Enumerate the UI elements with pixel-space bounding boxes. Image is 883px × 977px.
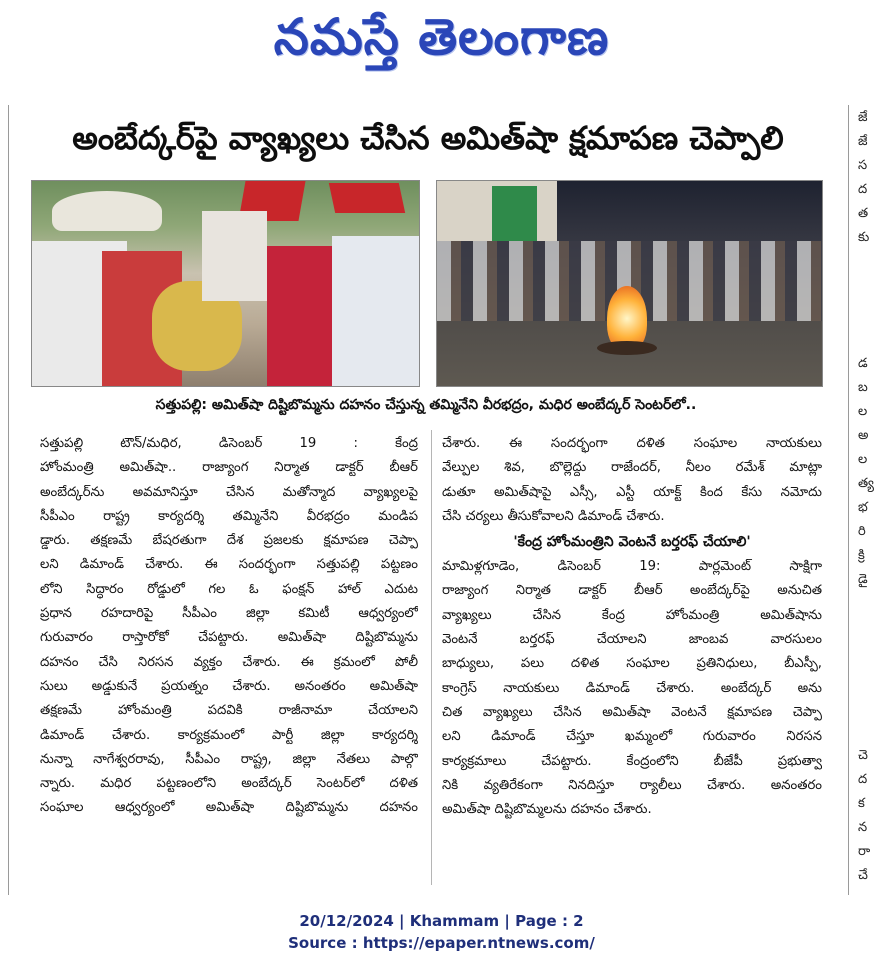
fragment-char: క్రి — [858, 548, 865, 563]
body-line: తక్షణమే హోంమంత్రి పదవికి రాజీనామా చేయాలని — [40, 703, 418, 719]
protest-photo-madhira — [436, 180, 823, 387]
body-line: అమిత్‌షా దిష్టిబొమ్మలను దహనం చేశారు. — [442, 802, 652, 818]
fragment-char: ద — [858, 182, 868, 197]
body-line: బాధ్యులు, పలు దళిత సంఘాల ప్రతినిధులు, బీఎస్పీ, — [442, 656, 822, 672]
body-line: చేసి చర్యలు తీసుకోవాలని డిమాండ్ చేశారు. — [442, 508, 665, 524]
fragment-char: ల — [858, 404, 868, 419]
fragment-char: కు — [858, 230, 870, 245]
fragment-char: క — [858, 796, 865, 811]
article-subheading: 'కేంద్ర హోంమంత్రిని వెంటనే బర్తరఫ్ చేయాలి' — [513, 534, 751, 551]
body-line: చిత వ్యాఖ్యలు చేసిన అమిత్‌షా వెంటనే క్షమాపణ చెప్పా — [442, 704, 822, 720]
fragment-char: డ — [858, 356, 868, 371]
right-border-rule — [848, 105, 849, 895]
fragment-char: చే — [858, 868, 868, 883]
body-line: నున్నా నాగేశ్వరరావు, సీపీఎం రాష్ట్ర, జిల్లా నేతలు పాల్గొ — [40, 751, 418, 767]
column-divider — [431, 430, 432, 885]
fragment-char: త — [858, 206, 869, 221]
fragment-char: డై — [858, 572, 868, 587]
adjacent-article-fragment-middle — [858, 352, 883, 592]
fragment-char: స — [858, 158, 868, 173]
fragment-char: త్య — [858, 476, 875, 491]
body-line: లని డిమాండ్ చేస్తూ ఖమ్మంలో గురువారం నిరసన — [442, 729, 822, 745]
body-line: ప్రధాన రహదారిపై సీపీఎం జిల్లా కమిటీ ఆధ్వర్యంలో — [40, 606, 418, 622]
body-line: కాంగ్రెస్ నాయకులు డిమాండ్ చేశారు. అంబేద్కర్ అను — [442, 680, 822, 696]
left-border-rule — [8, 105, 9, 895]
article-right-column — [442, 432, 822, 822]
body-line: నికి వ్యతిరేకంగా నినదిస్తూ ర్యాలీలు చేశారు. అనంతరం — [442, 777, 822, 793]
body-line: వేల్పుల శివ, బొల్లెద్దు రాజేందర్, నీలం రమేశ్ మాట్లా — [442, 460, 822, 476]
body-line: సంఘాల ఆధ్వర్యంలో అమిత్‌షా దిష్టిబొమ్మను దహనం — [40, 800, 418, 816]
fragment-char: అ — [858, 428, 869, 443]
body-line: లోని సిద్ధారం రోడ్డులో గల ఓ ఫంక్షన్ హాల్ ఎదుట — [40, 581, 418, 597]
body-line: మామిళ్లగూడెం, డిసెంబర్ 19: పార్లమెంట్ సాక్షిగా — [442, 559, 822, 575]
body-line: దహనం చేసి నిరసన వ్యక్తం చేశారు. ఈ క్రమంలో పోలీ — [40, 654, 418, 670]
body-line: రాజ్యాంగ నిర్మాత డాక్టర్ బీఆర్ అంబేద్కర్‌పై అనుచిత — [442, 583, 822, 599]
photo-caption: సత్తుపల్లి: అమిత్‌షా దిష్టిబొమ్మను దహనం చేస్తున్న తమ్మినేని వీరభద్రం, మధిర అంబేద్కర్ సెంటర్‌లో.. — [155, 397, 697, 413]
fragment-char: ల — [858, 452, 868, 467]
body-line: సీపీఎం రాష్ట్ర కార్యదర్శి తమ్మినేని వీరభద్రం మండిప — [40, 508, 418, 524]
fragment-char: బ — [858, 380, 868, 395]
fragment-char: చె — [858, 748, 868, 763]
fragment-char: భ — [858, 500, 868, 515]
protest-photo-sathupalli — [31, 180, 420, 387]
edition-info: 20/12/2024 | Khammam | Page : 2 — [299, 912, 584, 930]
body-line: న్నారు. మధిర పట్టణంలోని అంబేద్కర్ సెంటర్‌లో దళిత — [40, 776, 418, 792]
fragment-char: జే — [858, 110, 868, 125]
article-headline: అంబేద్కర్‌పై వ్యాఖ్యలు చేసిన అమిత్‌షా క్షమాపణ చెప్పాలి — [72, 119, 784, 157]
body-line: సులు అడ్డుకునే ప్రయత్నం చేశారు. అనంతరం అమిత్‌షా — [40, 678, 418, 694]
body-line: లని డిమాండ్ చేశారు. ఈ సందర్భంగా సత్తుపల్లి పట్టణం — [40, 557, 418, 573]
masthead — [0, 0, 883, 78]
body-line: చేశారు. ఈ సందర్భంగా దళిత సంఘాల నాయకులు — [442, 436, 822, 451]
adjacent-article-fragment-lower — [858, 744, 883, 888]
body-line: గురువారం రాస్తారోకో చేపట్టారు. అమిత్‌షా దిష్టిబొమ్మను — [40, 630, 418, 646]
fragment-char: రా — [858, 844, 871, 859]
fragment-char: జే — [858, 134, 868, 149]
body-line: డుతూ అమిత్‌షాపై ఎస్సీ, ఎస్టీ యాక్ట్ కింద కేసు నమోదు — [442, 484, 822, 500]
body-line: కార్యక్రమాలు చేపట్టారు. కేంద్రంలోని బీజేపీ ప్రభుత్వా — [442, 753, 822, 769]
body-line: డిమాండ్ చేశారు. కార్యక్రమంలో పార్టీ జిల్లా కార్యదర్శి — [40, 727, 418, 743]
body-line: డ్డారు. తక్షణమే బేషరతుగా దేశ ప్రజలకు క్షమాపణ చెప్పా — [40, 533, 418, 549]
article-left-column — [40, 432, 418, 821]
adjacent-article-fragment-upper — [858, 106, 883, 250]
source-link[interactable]: Source : https://epaper.ntnews.com/ — [288, 934, 595, 952]
body-line: వెంటనే బర్తరఫ్ చేయాలని జాంబవ వారసులం — [442, 632, 822, 648]
fragment-char: న — [858, 820, 868, 835]
body-line: హోంమంత్రి అమిత్‌షా.. రాజ్యాంగ నిర్మాత డాక్టర్ బీఆర్ — [40, 460, 418, 476]
body-line: అంబేద్కర్‌ను అవమానిస్తూ చేసిన మతోన్మాద వ్యాఖ్యలపై — [40, 484, 418, 500]
page-footer — [0, 910, 883, 954]
fragment-char: రి — [858, 524, 866, 539]
body-line: సత్తుపల్లి టౌన్/మధిర, డిసెంబర్ 19 : కేంద్ర — [40, 436, 418, 451]
newspaper-logo: నమస్తే తెలంగాణ — [273, 7, 610, 66]
fragment-char: ద — [858, 772, 868, 787]
body-line: వ్యాఖ్యలు చేసిన కేంద్ర హోంమంత్రి అమిత్‌షాను — [442, 607, 822, 623]
